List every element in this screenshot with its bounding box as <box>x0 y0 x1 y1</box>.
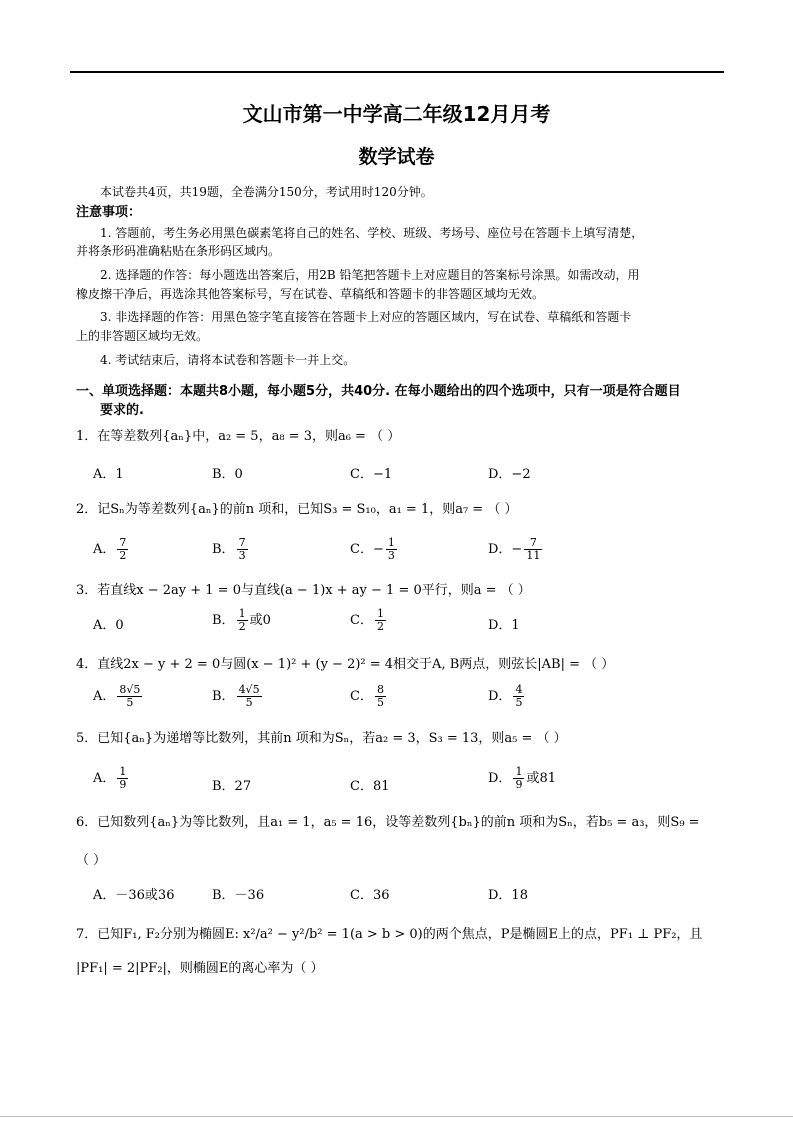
q5-option-b: B．27 <box>212 779 252 794</box>
q4-c-fraction <box>375 684 386 709</box>
q2-option-b <box>212 537 250 562</box>
q5-d-label: D． <box>488 771 512 786</box>
q7-stem-line1: 7．已知F₁, F₂分别为椭圆E: x²/a² − y²/b² = 1(a > b > 0)的两个焦点，P是椭圆E上的点，PF₁ ⊥ PF₂，且 <box>76 927 703 942</box>
q4-a-den: 5 <box>126 696 134 709</box>
q2-b-fraction <box>237 537 248 562</box>
q5-a-num: 1 <box>119 765 127 778</box>
q4-c-label: C． <box>350 689 373 704</box>
q3-b-fraction <box>237 608 248 633</box>
q2-a-label: A． <box>93 542 116 557</box>
q5-d-num: 1 <box>515 765 523 778</box>
q4-b-num: 4√5 <box>238 683 260 696</box>
q3-b-label: B． <box>212 613 235 628</box>
q2-d-label: D．− <box>488 542 523 557</box>
q5-option-a <box>93 766 130 791</box>
q5-a-den: 9 <box>119 778 127 791</box>
q3-stem: 3．若直线x − 2ay + 1 = 0与直线(a − 1)x + ay − 1 = 0平行，则a = （ ） <box>76 583 531 598</box>
header-rule <box>70 71 724 73</box>
q3-option-c <box>350 608 388 633</box>
q2-b-den: 3 <box>238 549 246 562</box>
q4-d-num: 4 <box>515 683 523 696</box>
q3-b-den: 2 <box>238 620 246 633</box>
note-1-line2: 并将条形码准确粘贴在条形码区域内。 <box>76 244 281 258</box>
q2-b-label: B． <box>212 542 235 557</box>
q6-option-c: C．36 <box>350 888 390 903</box>
q2-a-den: 2 <box>119 549 127 562</box>
q2-stem: 2．记Sₙ为等差数列{aₙ}的前n 项和，已知S₃ = S₁₀，a₁ = 1，则a₇ = （ ） <box>76 502 518 517</box>
q2-c-fraction <box>386 537 397 562</box>
note-3-line2: 上的非答题区域均无效。 <box>76 329 209 343</box>
q4-b-fraction <box>237 684 262 709</box>
q5-d-fraction <box>513 766 524 791</box>
q6-option-d: D．18 <box>488 888 528 903</box>
q2-c-num: 1 <box>387 536 395 549</box>
q3-option-b <box>212 608 271 633</box>
q5-option-d <box>488 766 556 791</box>
q3-c-num: 1 <box>376 607 384 620</box>
q4-option-d <box>488 684 526 709</box>
q2-option-c <box>350 537 399 562</box>
q4-option-c <box>350 684 388 709</box>
q4-stem: 4．直线2x − y + 2 = 0与圆(x − 1)² + (y − 2)² = 4相交于A, B两点，则弦长|AB| = （ ） <box>76 657 615 672</box>
note-1-line1: 1. 答题前，考生务必用黑色碳素笔将自己的姓名、学校、班级、考场号、座位号在答题卡上填写清楚， <box>100 226 644 240</box>
q4-c-den: 5 <box>376 696 384 709</box>
q4-a-num: 8√5 <box>119 683 141 696</box>
section1-heading-cont: 要求的. <box>100 403 144 418</box>
q3-c-label: C． <box>350 613 373 628</box>
q4-a-label: A． <box>93 689 116 704</box>
q1-option-b: B．0 <box>212 467 243 482</box>
q4-option-b <box>212 684 264 709</box>
q4-a-fraction <box>117 684 142 709</box>
q5-d-tail: 或81 <box>526 771 556 786</box>
q4-option-a <box>93 684 144 709</box>
section1-heading: 一、单项选择题：本题共8小题，每小题5分，共40分. 在每小题给出的四个选项中，只有一项是符合题目 <box>76 384 681 399</box>
q6-option-a: A．－36或36 <box>93 888 175 903</box>
q2-a-fraction <box>117 537 128 562</box>
exam-title: 文山市第一中学高二年级12月月考 <box>242 102 551 126</box>
q1-stem: 1．在等差数列{aₙ}中，a₂ = 5，a₈ = 3，则a₆ = （ ） <box>76 429 401 444</box>
q3-option-a: A．0 <box>93 618 124 633</box>
q2-d-fraction <box>524 537 542 562</box>
exam-intro: 本试卷共4页，共19题，全卷满分150分，考试用时120分钟。 <box>100 185 433 199</box>
q1-option-a: A．1 <box>93 467 124 482</box>
note-4: 4. 考试结束后，请将本试卷和答题卡一并上交。 <box>100 353 356 367</box>
page-bottom-rule <box>0 1116 793 1117</box>
q4-b-den: 5 <box>245 696 253 709</box>
q1-option-d: D．−2 <box>488 467 531 482</box>
q4-c-num: 8 <box>376 683 384 696</box>
q2-d-num: 7 <box>524 537 542 550</box>
note-3-line1: 3. 非选择题的作答：用黑色签字笔直接答在答题卡上对应的答题区域内，写在试卷、草稿纸和答题卡 <box>100 310 632 324</box>
q6-paren: （ ） <box>76 853 107 868</box>
q3-c-den: 2 <box>376 620 384 633</box>
q4-d-den: 5 <box>515 696 523 709</box>
q5-d-den: 9 <box>515 778 523 791</box>
q5-a-label: A． <box>93 771 116 786</box>
notes-heading: 注意事项： <box>76 205 142 220</box>
q5-stem: 5．已知{aₙ}为递增等比数列，其前n 项和为Sₙ，若a₂ = 3，S₃ = 13，则a₅ = （ ） <box>76 731 567 746</box>
note-2-line1: 2. 选择题的作答：每小题选出答案后，用2B 铅笔把答题卡上对应题目的答案标号涂黑。如需改动，用 <box>100 268 640 282</box>
q4-b-label: B． <box>212 689 235 704</box>
note-2-line2: 橡皮擦干净后，再选涂其他答案标号，写在试卷、草稿纸和答题卡的非答题区域均无效。 <box>76 287 545 301</box>
q5-option-c: C．81 <box>350 779 390 794</box>
q7-stem-line2: |PF₁| = 2|PF₂|，则椭圆E的离心率为（ ） <box>76 961 324 976</box>
q2-option-a <box>93 537 130 562</box>
q3-c-fraction <box>375 608 386 633</box>
q2-option-d <box>488 537 544 562</box>
q1-option-c: C．−1 <box>350 467 393 482</box>
q2-d-den: 11 <box>526 549 541 562</box>
q2-c-label: C．− <box>350 542 384 557</box>
q2-a-num: 7 <box>119 536 127 549</box>
q5-a-fraction <box>117 766 128 791</box>
q3-b-num: 1 <box>238 607 246 620</box>
q2-c-den: 3 <box>387 549 395 562</box>
q6-stem: 6．已知数列{aₙ}为等比数列，且a₁ = 1，a₅ = 16，设等差数列{bₙ}的前n 项和为Sₙ，若b₅ = a₃，则S₉ = <box>76 815 700 830</box>
q2-b-num: 7 <box>238 536 246 549</box>
q3-option-d: D．1 <box>488 618 520 633</box>
q3-b-tail: 或0 <box>249 613 271 628</box>
exam-subtitle: 数学试卷 <box>358 146 435 168</box>
q6-option-b: B．－36 <box>212 888 265 903</box>
q4-d-fraction <box>513 684 524 709</box>
q4-d-label: D． <box>488 689 512 704</box>
